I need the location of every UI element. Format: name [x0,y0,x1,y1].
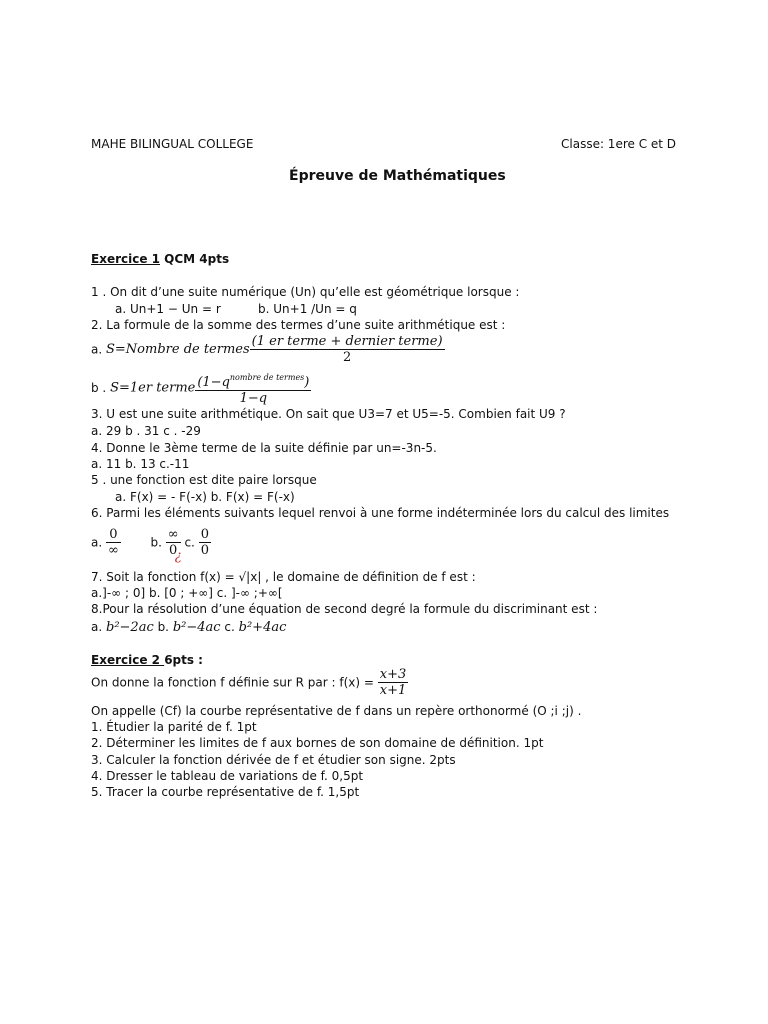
option-b-label: b . [91,381,107,395]
inverted-question-mark: ¿ [174,549,182,564]
fraction-numerator: 0 [200,527,209,542]
discriminant-option-b: b²−4ac [172,620,221,635]
option-a-label: a. [91,342,103,357]
sum-formula-a-fraction [250,334,445,365]
numerator-end: ) [304,375,310,390]
exercise-2-item: 3. Calculer la fonction dérivée de f et étudier son signe. 2pts [91,753,456,767]
question-8-options [91,619,286,636]
question-1: 1 . On dit d’une suite numérique (Un) qu’elle est géométrique lorsque : [91,285,520,299]
option-b-fraction [166,527,182,564]
question-4: 4. Donne le 3ème terme de la suite définie par un=-3n-5. [91,441,437,455]
question-3: 3. U est une suite arithmétique. On sait que U3=7 et U5=-5. Combien fait U9 ? [91,407,566,421]
question-2: 2. La formule de la somme des termes d’une suite arithmétique est : [91,318,506,332]
option-a-label: a. [91,620,103,634]
fraction-denominator: x+1 [379,683,407,698]
question-7-options: a.]-∞ ; 0] b. [0 ; +∞] c. ]-∞ ;+∞[ [91,586,283,600]
question-1-option-b: b. Un+1 /Un = q [258,302,357,316]
curve-statement: On appelle (Cf) la courbe représentative de f dans un repère orthonormé (O ;i ;j) . [91,704,582,718]
discriminant-option-c: b²+4ac [238,620,287,635]
option-a-label: a. [91,535,103,550]
fraction-denominator: 1−q [239,391,268,406]
question-6-options [91,527,211,564]
fraction-numerator: ∞ [167,527,179,542]
question-1-option-a: a. Un+1 − Un = r [115,302,221,316]
question-4-options: a. 11 b. 13 c.-11 [91,457,190,471]
fraction-denominator: ∞ [108,543,119,558]
fraction-numerator [195,370,311,391]
exercise-2-item: 4. Dresser le tableau de variations de f. 0,5pt [91,769,364,783]
question-8: 8.Pour la résolution d’une équation de second degré la formule du discriminant est : [91,602,598,616]
question-7: 7. Soit la fonction f(x) = √|x| , le domaine de définition de f est : [91,570,476,584]
exercise-1-heading [91,251,229,267]
fraction-numerator: 0 [106,527,121,543]
exercise-2-heading-rest: 6pts : [164,653,203,667]
option-c-label: c. [224,620,235,634]
question-2-option-b [91,370,311,406]
numerator-main: (1−q [197,375,230,390]
option-c-fraction [199,527,211,558]
option-c-label: c. [184,535,195,550]
exercise-2-item: 5. Tracer la courbe représentative de f. 1,5pt [91,785,360,799]
exercise-2-heading-underlined: Exercice 2 [91,653,165,667]
question-2-option-a [91,334,445,365]
sum-formula-b-lhs: S=1er terme [110,380,196,396]
numerator-exponent: nombre de termes [229,373,305,382]
exercise-1-heading-rest: QCM 4pts [160,252,230,266]
exercise-2-item: 2. Déterminer les limites de f aux bornes de son domaine de définition. 1pt [91,736,544,750]
option-b-label: b. [150,535,162,550]
exercise-1-heading-underlined: Exercice 1 [91,252,160,266]
class-label: Classe: 1ere C et D [561,137,677,151]
fraction-numerator: (1 er terme + dernier terme) [251,334,443,349]
page-title: Épreuve de Mathématiques [289,168,506,184]
option-a-fraction [106,527,121,558]
function-definition [91,667,408,698]
question-5: 5 . une fonction est dite paire lorsque [91,473,317,487]
exercise-2-heading [91,652,203,668]
exercise-2-item: 1. Étudier la parité de f. 1pt [91,720,257,734]
option-b-label: b. [157,620,169,634]
function-definition-text: On donne la fonction f définie sur R par : f(x) = [91,675,374,690]
fraction-denominator: 0 [169,543,178,558]
fraction-denominator: 2 [342,350,352,365]
sum-formula-b-fraction [195,370,311,406]
question-5-options: a. F(x) = - F(-x) b. F(x) = F(-x) [115,490,295,504]
discriminant-option-a: b²−2ac [106,620,154,635]
fraction-numerator: x+3 [379,667,407,682]
fraction-denominator: 0 [200,543,209,558]
sum-formula-a-lhs: S=Nombre de termes [106,342,250,357]
school-name: MAHE BILINGUAL COLLEGE [91,137,254,151]
question-3-options: a. 29 b . 31 c . -29 [91,424,201,438]
question-6: 6. Parmi les éléments suivants lequel renvoi à une forme indéterminée lors du calcul des limites [91,506,670,520]
function-fraction [378,667,409,698]
